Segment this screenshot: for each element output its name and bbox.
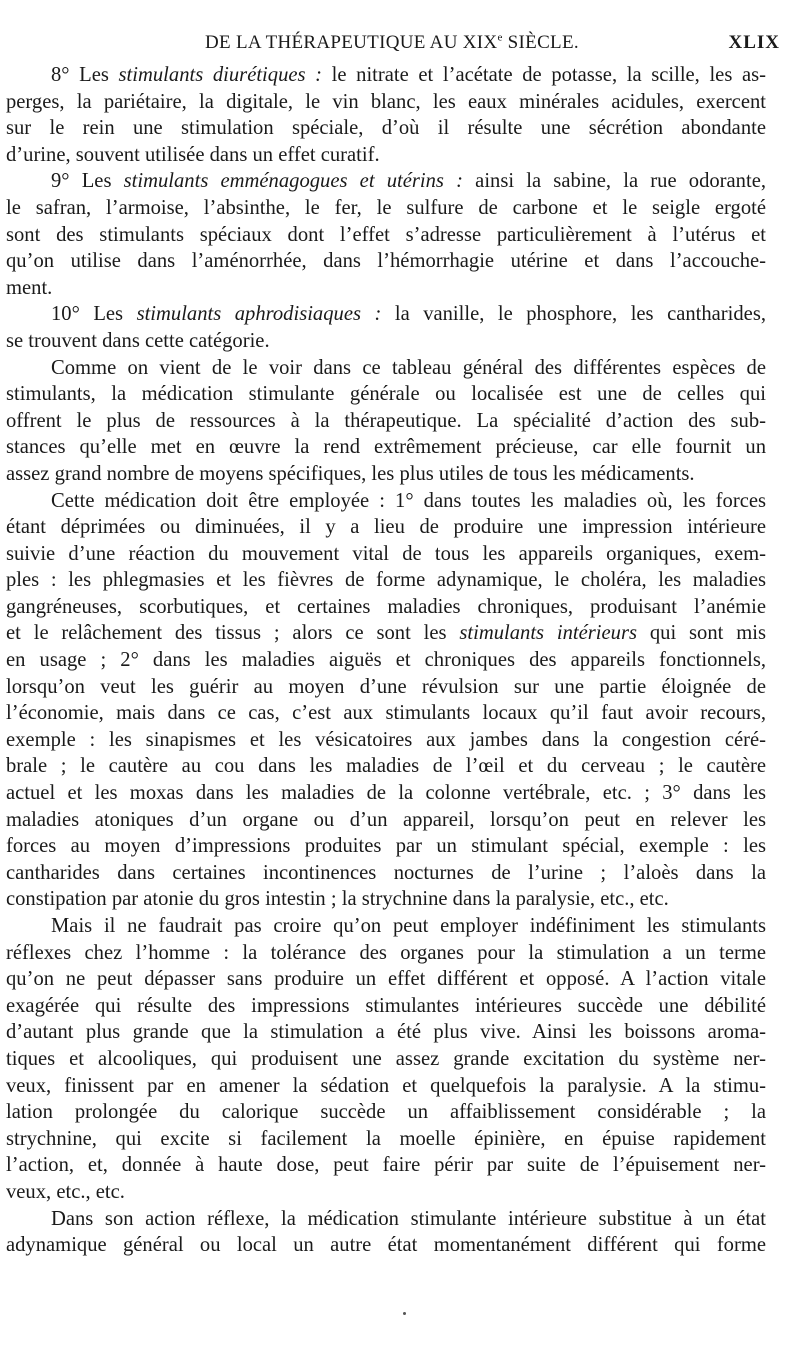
text-line bbox=[6, 966, 766, 993]
text-line bbox=[6, 567, 766, 594]
text-run: se trouvent dans cette catégorie. bbox=[6, 329, 270, 352]
text-run: qu’on ne peut dépasser sans produire un effet différent et opposé. A l’action vitale bbox=[6, 968, 766, 991]
text-line bbox=[6, 408, 766, 435]
text-run: Cette médication doit être employée : 1° dans toutes les maladies où, les forces bbox=[51, 489, 766, 512]
text-run: suivie d’une réaction du mouvement vital de tous les appareils organiques, exem- bbox=[6, 542, 766, 565]
text-run: l’action, et, donnée à haute dose, peut faire périr par suite de l’épuisement ner- bbox=[6, 1154, 766, 1177]
text-line bbox=[6, 780, 766, 807]
text-line bbox=[6, 833, 766, 860]
text-run: assez grand nombre de moyens spécifiques, les plus utiles de tous les médicaments. bbox=[6, 462, 695, 485]
text-line bbox=[6, 514, 766, 541]
text-line bbox=[6, 620, 766, 647]
text-line bbox=[6, 807, 766, 834]
text-run: sont des stimulants spéciaux dont l’effet s’adresse particulièrement à l’utérus et bbox=[6, 223, 766, 246]
text-run: qui sont mis bbox=[637, 622, 766, 645]
text-run: exagérée qui résulte des impressions stimulantes intérieures succède une débilité bbox=[6, 994, 766, 1017]
text-run: le safran, l’armoise, l’absinthe, le fer, le sulfure de carbone et le seigle ergoté bbox=[6, 196, 766, 219]
text-line bbox=[6, 940, 766, 967]
text-line bbox=[6, 62, 766, 89]
text-run: stimulants, la médication stimulante générale ou localisée est une de celles qui bbox=[6, 383, 766, 406]
text-line bbox=[6, 89, 766, 116]
text-line bbox=[6, 328, 766, 355]
text-line bbox=[6, 753, 766, 780]
italic-term: stimulants diurétiques : bbox=[118, 64, 323, 86]
running-title-main: DE LA THÉRAPEUTIQUE AU XIX bbox=[205, 32, 498, 53]
text-run: brale ; le cautère au cou dans les maladies de l’œil et du cerveau ; le cautère bbox=[6, 755, 766, 778]
text-run: tiques et alcooliques, qui produisent une assez grande excitation du système ner- bbox=[6, 1047, 766, 1070]
text-run: réflexes chez l’homme : la tolérance des organes pour la stimulation a un terme bbox=[6, 941, 766, 964]
text-run: actuel et les moxas dans les maladies de la colonne vertébrale, etc. ; 3° dans les bbox=[6, 782, 766, 805]
printing-speck bbox=[403, 1312, 406, 1315]
text-line bbox=[6, 541, 766, 568]
text-line bbox=[6, 674, 766, 701]
text-line bbox=[6, 1152, 766, 1179]
text-line bbox=[6, 886, 766, 913]
text-line bbox=[6, 647, 766, 674]
text-run: Comme on vient de le voir dans ce tableau général des différentes espèces de bbox=[51, 356, 766, 379]
text-line bbox=[6, 913, 766, 940]
italic-term: stimulants intérieurs bbox=[459, 622, 637, 645]
text-line bbox=[6, 1126, 766, 1153]
text-run: cantharides dans certaines incontinences nocturnes de l’urine ; l’aloès dans la bbox=[6, 861, 766, 884]
text-run: qu’on utilise dans l’aménorrhée, dans l’hémorrhagie utérine et dans l’accouche- bbox=[6, 250, 766, 273]
text-run: gangréneuses, scorbutiques, et certaines maladies chroniques, produisant l’anémie bbox=[6, 595, 766, 618]
text-line bbox=[6, 248, 766, 275]
page-header bbox=[0, 32, 800, 60]
text-run: et le relâchement des tissus ; alors ce sont les bbox=[6, 622, 460, 645]
text-line bbox=[6, 168, 766, 195]
text-line bbox=[6, 1099, 766, 1126]
running-title-superscript: e bbox=[497, 31, 503, 44]
text-run: d’urine, souvent utilisée dans un effet curatif. bbox=[6, 143, 380, 166]
text-line bbox=[6, 381, 766, 408]
text-run: Mais il ne faudrait pas croire qu’on peut employer indéfiniment les stimulants bbox=[51, 915, 766, 937]
text-run: en usage ; 2° dans les maladies aiguës et chroniques des appareils fonctionnels, bbox=[6, 649, 766, 672]
text-run: étant déprimées ou diminuées, il y a lieu de produire une impression intérieure bbox=[6, 516, 766, 539]
text-run: 8° Les bbox=[51, 64, 119, 86]
text-run: la vanille, le phosphore, les cantharides, bbox=[381, 303, 766, 326]
text-line bbox=[6, 434, 766, 461]
text-line bbox=[6, 195, 766, 222]
text-run: ment. bbox=[6, 276, 53, 299]
text-line bbox=[6, 461, 766, 488]
text-run: ples : les phlegmasies et les fièvres de forme adynamique, le choléra, les maladies bbox=[6, 569, 766, 592]
text-run: exemple : les sinapismes et les vésicatoires aux jambes dans la congestion céré- bbox=[6, 728, 766, 751]
text-line bbox=[6, 1073, 766, 1100]
text-run: adynamique général ou local un autre état momentanément différent qui forme bbox=[6, 1234, 766, 1257]
text-run: d’autant plus grande que la stimulation a été plus vive. Ainsi les boissons aroma- bbox=[6, 1021, 766, 1044]
text-run: lorsqu’on veut les guérir au moyen d’une révulsion sur une partie éloignée de bbox=[6, 675, 766, 698]
text-run: le nitrate et l’acétate de potasse, la scille, les as- bbox=[322, 64, 766, 86]
text-line bbox=[6, 727, 766, 754]
text-run: 9° Les bbox=[51, 170, 124, 193]
text-run: veux, finissent par en amener la sédation et quelquefois la paralysie. A la stimu- bbox=[6, 1074, 766, 1097]
text-line bbox=[6, 1232, 766, 1259]
text-line bbox=[6, 301, 766, 328]
text-run: strychnine, qui excite si facilement la moelle épinière, en épuise rapidement bbox=[6, 1127, 766, 1150]
text-run: 10° Les bbox=[51, 303, 137, 326]
body-text bbox=[6, 62, 766, 1259]
running-title-end: SIÈCLE. bbox=[502, 32, 579, 53]
text-line bbox=[6, 1019, 766, 1046]
text-run: l’économie, mais dans ce cas, c’est aux stimulants locaux qu’il faut avoir recours, bbox=[6, 702, 766, 725]
text-line bbox=[6, 1046, 766, 1073]
text-line bbox=[6, 222, 766, 249]
italic-term: stimulants emménagogues et utérins : bbox=[123, 170, 463, 193]
text-line bbox=[6, 1206, 766, 1233]
text-run: veux, etc., etc. bbox=[6, 1180, 125, 1203]
text-line bbox=[6, 488, 766, 515]
text-run: maladies atoniques d’un organe ou d’un appareil, lorsqu’on peut en relever les bbox=[6, 808, 766, 831]
text-run: perges, la pariétaire, la digitale, le vin blanc, les eaux minérales acidules, exercent bbox=[6, 90, 766, 113]
italic-term: stimulants aphrodisiaques : bbox=[136, 303, 382, 326]
text-line bbox=[6, 993, 766, 1020]
text-run: forces au moyen d’impressions produites par un stimulant spécial, exemple : les bbox=[6, 835, 766, 858]
text-run: offrent le plus de ressources à la thérapeutique. La spécialité d’action des sub- bbox=[6, 409, 766, 432]
text-line bbox=[6, 700, 766, 727]
text-run: sur le rein une stimulation spéciale, d’où il résulte une sécrétion abondante bbox=[6, 117, 766, 140]
text-line bbox=[6, 1179, 766, 1206]
text-run: Dans son action réflexe, la médication stimulante intérieure substitue à un état bbox=[51, 1207, 766, 1230]
text-line bbox=[6, 142, 766, 169]
text-line bbox=[6, 594, 766, 621]
text-line bbox=[6, 275, 766, 302]
text-line bbox=[6, 355, 766, 382]
text-run: constipation par atonie du gros intestin ; la strychnine dans la paralysie, etc., etc. bbox=[6, 888, 669, 911]
page-number: XLIX bbox=[728, 32, 780, 53]
text-line bbox=[6, 860, 766, 887]
text-run: lation prolongée du calorique succède un affaiblissement considérable ; la bbox=[6, 1101, 766, 1124]
text-run: ainsi la sabine, la rue odorante, bbox=[462, 170, 766, 193]
text-run: stances qu’elle met en œuvre la rend extrêmement précieuse, car elle fournit un bbox=[6, 436, 766, 459]
running-title bbox=[205, 32, 579, 54]
text-line bbox=[6, 115, 766, 142]
